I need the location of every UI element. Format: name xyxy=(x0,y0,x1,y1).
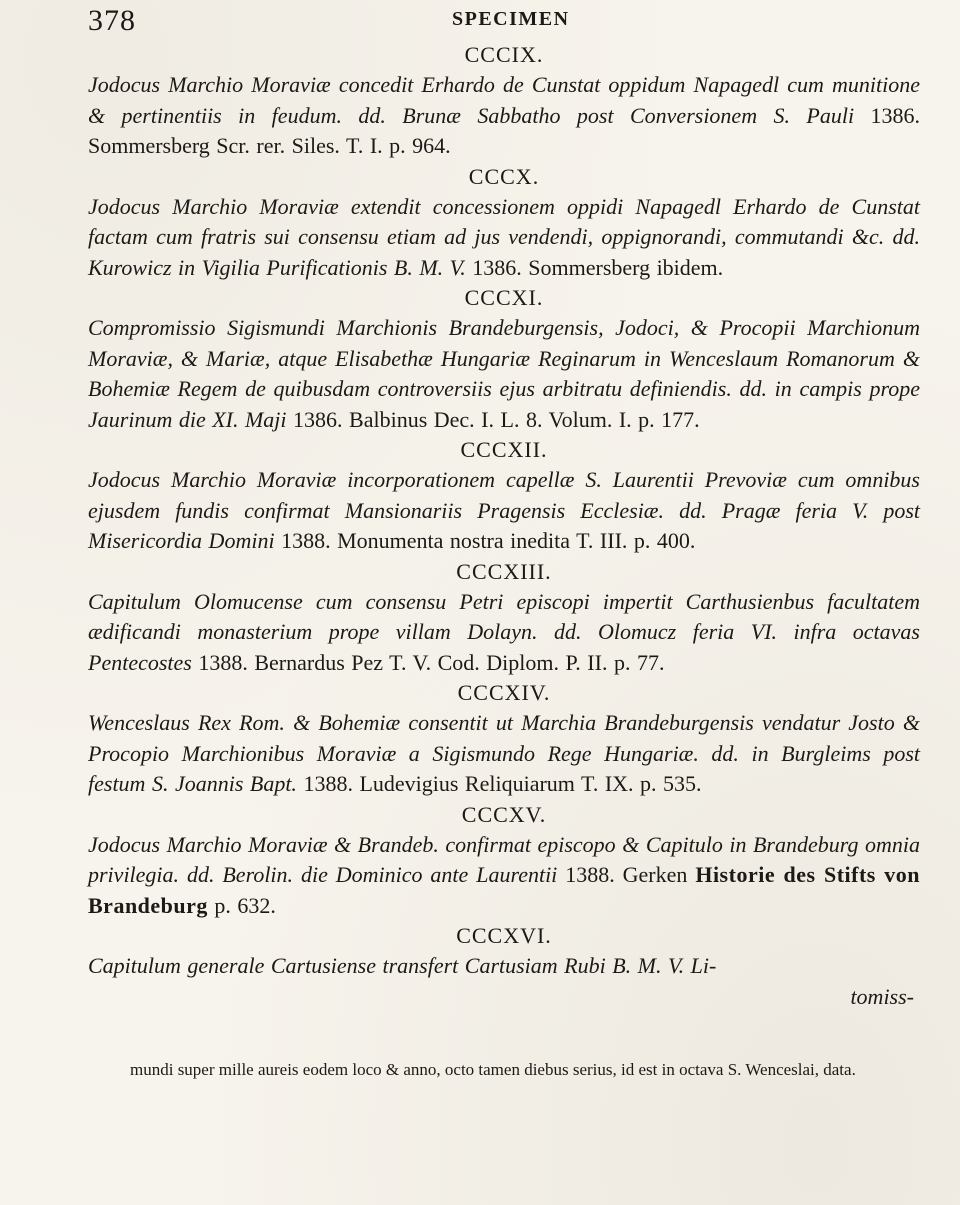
entry-summary: Compromissio Sigismundi Marchionis Brandeburgensis, Jodoci, & Procopii Marchionum Moraviæ, & Mariæ, atque Elisabethæ Hungariæ Reginarum in Wenceslaum Romanorum & Bohemiæ Regem de quibusdam controversiis ejus arbitratu definiendis. dd. in campis prope Jaurinum die XI. Maji xyxy=(88,315,920,432)
entry-number: CCCIX. xyxy=(464,42,544,67)
entry-text xyxy=(88,70,920,162)
entry xyxy=(88,557,920,679)
charter-list xyxy=(88,40,920,1012)
entry-reference: 1386. Balbinus Dec. I. L. 8. Volum. I. p. 177. xyxy=(293,406,700,432)
entry xyxy=(88,435,920,557)
entry-reference: 1388. Monumenta nostra inedita T. III. p. 400. xyxy=(281,528,696,553)
entry-summary: Jodocus Marchio Moraviæ & Brandeb. confirmat episcopo & Capitulo in Brandeburg omnia privilegia. dd. Berolin. die Dominico ante Laurentii xyxy=(88,831,920,887)
entry-summary: Jodocus Marchio Moraviæ extendit concessionem oppidi Napagedl Erhardo de Cunstat factam cum fratris sui consensu etiam ad jus vendendi, oppignorandi, commutandi &c. dd. Kurowicz in Vigilia Purificationis B. M. V. xyxy=(88,193,920,280)
entry-text xyxy=(88,708,920,800)
entry-reference: 1388. Bernardus Pez T. V. Cod. Diplom. P. II. p. 77. xyxy=(198,649,665,675)
entry-summary: Capitulum generale Cartusiense transfert Cartusiam Rubi B. M. V. Li- xyxy=(88,953,717,978)
entry xyxy=(88,921,920,1012)
entry-summary: Wenceslaus Rex Rom. & Bohemiæ consentit ut Marchia Brandeburgensis vendatur Josto & Procopio Marchionibus Moraviæ a Sigismundo Rege Hungariæ. dd. in Burgleims post festum S. Joannis Bapt. xyxy=(88,710,920,796)
entry-reference: 1386. Sommersberg Scr. rer. Siles. T. I. p. 964. xyxy=(88,102,921,158)
entry-reference: 1386. Sommersberg ibidem. xyxy=(472,254,724,280)
entry-summary: Jodocus Marchio Moraviæ concedit Erhardo de Cunstat oppidum Napagedl cum munitione & pertinentiis in feudum. dd. Brunæ Sabbatho post Conversionem S. Pauli xyxy=(88,72,920,128)
footnote: mundi super mille aureis eodem loco & anno, octo tamen diebus serius, id est in octava S. Wenceslai, data. xyxy=(130,1060,856,1079)
entry-reference: 1388. Gerken xyxy=(565,862,688,887)
entry-number: CCCXVI. xyxy=(456,923,552,948)
entry xyxy=(88,283,920,435)
catchword: tomiss- xyxy=(850,983,914,1009)
running-title: SPECIMEN xyxy=(452,8,570,30)
entry-text xyxy=(88,830,920,922)
entry-summary: Jodocus Marchio Moraviæ incorporationem capellæ S. Laurentii Prevoviæ cum omnibus ejusdem fundis confirmat Mansionariis Pragensis Ecclesiæ. dd. Pragæ feria V. post Misericordia Domini xyxy=(88,467,920,553)
entry-text xyxy=(88,313,920,435)
entry xyxy=(88,40,920,162)
entry xyxy=(88,162,920,284)
entry-reference: 1388. Ludevigius Reliquiarum T. IX. p. 535. xyxy=(303,771,702,796)
entry-number: CCCXII. xyxy=(460,437,548,462)
entry-number: CCCXV. xyxy=(461,801,547,827)
entry-number: CCCXIII. xyxy=(456,558,552,584)
running-head xyxy=(88,4,890,40)
page-number: 378 xyxy=(88,4,136,37)
entry-summary: Capitulum Olomucense cum consensu Petri episcopi impertit Carthusienbus facultatem ædificandi monasterium prope villam Dolayn. dd. Olomucz feria VI. infra octavas Pentecostes xyxy=(88,588,920,675)
entry-text xyxy=(88,465,920,557)
entry-text xyxy=(88,587,920,679)
entry-reference-title: Historie des Stifts von Brandeburg xyxy=(88,862,921,918)
entry-number: CCCXI. xyxy=(464,285,544,310)
entry-number: CCCX. xyxy=(468,163,540,189)
entry xyxy=(88,678,920,800)
entry xyxy=(88,800,920,922)
entry-text xyxy=(88,192,920,284)
entry-text xyxy=(88,951,920,982)
entry-number: CCCXIV. xyxy=(457,680,551,705)
entry-reference-page: p. 632. xyxy=(214,892,276,918)
